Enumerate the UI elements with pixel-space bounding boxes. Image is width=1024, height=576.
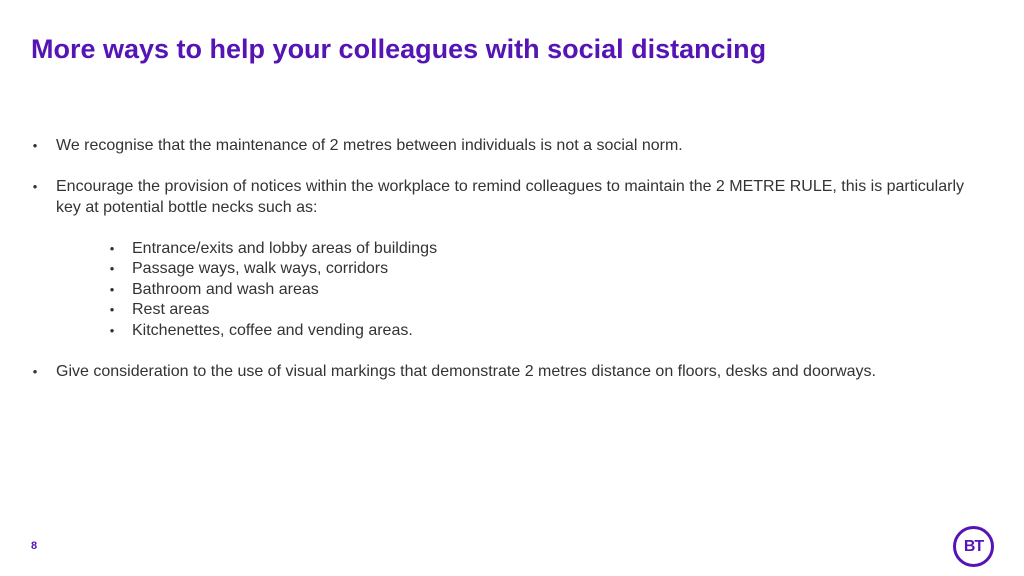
sub-bullet-item bbox=[107, 321, 990, 342]
bullet-marker: • bbox=[32, 179, 38, 194]
sub-bullet-text: Entrance/exits and lobby areas of buildings bbox=[132, 239, 438, 257]
bt-logo: BT bbox=[953, 526, 994, 567]
sub-bullet-text: Rest areas bbox=[132, 301, 210, 318]
sub-bullet-marker: • bbox=[109, 302, 115, 317]
sub-bullet-text: Bathroom and wash areas bbox=[132, 280, 319, 298]
sub-bullet-marker: • bbox=[109, 281, 115, 297]
sub-bullet-item bbox=[107, 239, 990, 260]
bullet-item bbox=[30, 362, 990, 383]
sub-bullet-marker: • bbox=[109, 322, 115, 338]
sub-bullet-item bbox=[107, 259, 990, 280]
sub-bullet-list bbox=[107, 239, 990, 342]
bullet-marker: • bbox=[32, 138, 38, 153]
sub-bullet-item bbox=[107, 300, 990, 321]
bullet-text: Encourage the provision of notices within the workplace to remind colleagues to maintain the 2 METRE RULE, this is particularly key at potential bottle necks such as: bbox=[56, 178, 964, 216]
page-title: More ways to help your colleagues with social distancing bbox=[31, 34, 767, 64]
sub-bullet-text: Kitchenettes, coffee and vending areas. bbox=[132, 321, 413, 339]
page-number: 8 bbox=[31, 540, 38, 552]
bullet-item bbox=[30, 136, 990, 157]
slide-body bbox=[30, 136, 990, 382]
bullet-text: We recognise that the maintenance of 2 metres between individuals is not a social norm. bbox=[56, 137, 683, 154]
bullet-text: Give consideration to the use of visual markings that demonstrate 2 metres distance on floors, desks and doorways. bbox=[56, 362, 876, 380]
sub-bullet-marker: • bbox=[109, 261, 115, 276]
bullet-item bbox=[30, 177, 990, 218]
sub-bullet-item bbox=[107, 280, 990, 301]
bullet-marker: • bbox=[32, 363, 38, 379]
sub-bullet-text: Passage ways, walk ways, corridors bbox=[132, 260, 389, 277]
sub-bullet-marker: • bbox=[109, 240, 115, 256]
